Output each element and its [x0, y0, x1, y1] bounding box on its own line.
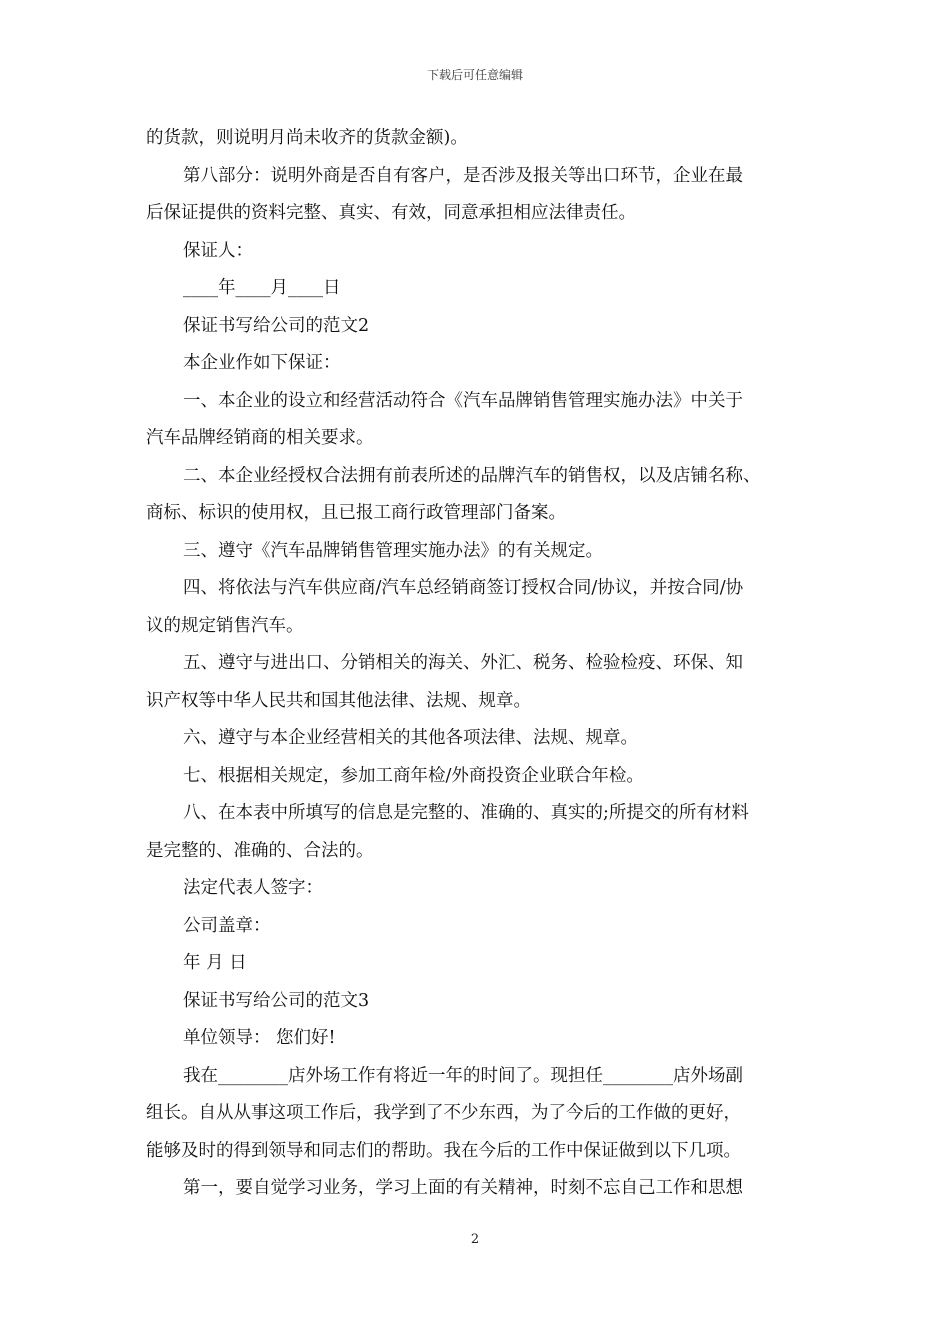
- text-line: 第八部分：说明外商是否自有客户，是否涉及报关等出口环节，企业在最: [183, 165, 743, 186]
- text-line: 识产权等中华人民共和国其他法律、法规、规章。: [146, 690, 531, 711]
- text-line: 是完整的、准确的、合法的。: [146, 840, 374, 861]
- text-line: 保证书写给公司的范文2: [183, 315, 370, 336]
- text-line: 五、遵守与进出口、分销相关的海关、外汇、税务、检验检疫、环保、知: [183, 653, 743, 673]
- text-line: 保证书写给公司的范文3: [183, 990, 370, 1011]
- text-line: 二、本企业经授权合法拥有前表所述的品牌汽车的销售权，以及店铺名称、: [183, 465, 761, 486]
- text-line: 后保证提供的资料完整、真实、有效，同意承担相应法律责任。: [146, 203, 636, 223]
- text-line: 法定代表人签字：: [183, 878, 323, 898]
- document-body: [146, 120, 826, 1208]
- page-number: 2: [470, 1232, 480, 1247]
- text-line: 年 月 日: [183, 953, 247, 973]
- text-line: 我在________店外场工作有将近一年的时间了。现担任________店外场副: [183, 1065, 743, 1086]
- text-line: 能够及时的得到领导和同志们的帮助。我在今后的工作中保证做到以下几项。: [146, 1140, 741, 1161]
- text-line: 本企业作如下保证：: [183, 353, 341, 373]
- text-line: 八、在本表中所填写的信息是完整的、准确的、真实的;所提交的所有材料: [183, 803, 749, 823]
- text-line: 商标、标识的使用权，且已报工商行政管理部门备案。: [146, 503, 566, 523]
- text-line: 组长。自从从事这项工作后，我学到了不少东西，为了今后的工作做的更好，: [146, 1103, 741, 1123]
- text-line: 汽车品牌经销商的相关要求。: [146, 428, 374, 448]
- text-line: 保证人：: [183, 240, 253, 261]
- text-line: 六、遵守与本企业经营相关的其他各项法律、法规、规章。: [183, 728, 638, 748]
- text-line: 三、遵守《汽车品牌销售管理实施办法》的有关规定。: [183, 540, 603, 561]
- text-line: 单位领导： 您们好!: [183, 1028, 336, 1048]
- text-line: 第一，要自觉学习业务，学习上面的有关精神，时刻不忘自己工作和思想: [183, 1178, 743, 1198]
- text-line: 议的规定销售汽车。: [146, 615, 304, 636]
- text-line: 四、将依法与汽车供应商/汽车总经销商签订授权合同/协议，并按合同/协: [183, 578, 744, 598]
- page-header: 下载后可任意编辑: [426, 68, 523, 82]
- text-line: ____年____月____日: [183, 278, 341, 298]
- text-line: 一、本企业的设立和经营活动符合《汽车品牌销售管理实施办法》中关于: [183, 390, 743, 411]
- text-line: 七、根据相关规定，参加工商年检/外商投资企业联合年检。: [183, 765, 644, 786]
- text-line: 公司盖章：: [183, 915, 271, 936]
- text-line: 的货款，则说明月尚未收齐的货款金额)。: [146, 128, 468, 148]
